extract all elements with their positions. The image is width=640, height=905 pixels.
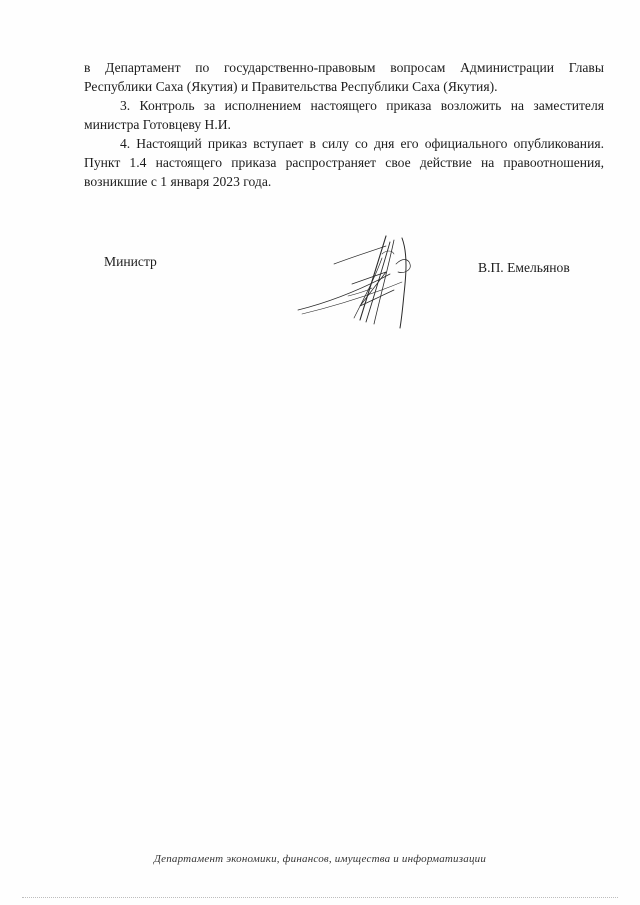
footer-divider (22, 897, 618, 898)
document-body (84, 58, 604, 191)
handwritten-signature (290, 224, 440, 344)
paragraph-item-3: 3. Контроль за исполнением настоящего приказа возложить на заместителя министра Готовцеву Н.И. (84, 98, 604, 132)
footer-department: Департамент экономики, финансов, имущества и информатизации (153, 853, 487, 865)
signatory-title: Министр (104, 254, 157, 269)
signature-block (0, 252, 640, 352)
paragraph-continuation: в Департамент по государственно-правовым вопросам Администрации Главы Республики Саха (Якутия) и Правительства Республики Саха (Якутия). (84, 60, 604, 94)
paragraph-item-4: 4. Настоящий приказ вступает в силу со дня его официального опубликования. Пункт 1.4 настоящего приказа распространяет свое действие на правоотношения, возникшие с 1 января 2023 года. (84, 136, 604, 189)
signatory-name: В.П. Емельянов (478, 260, 570, 275)
